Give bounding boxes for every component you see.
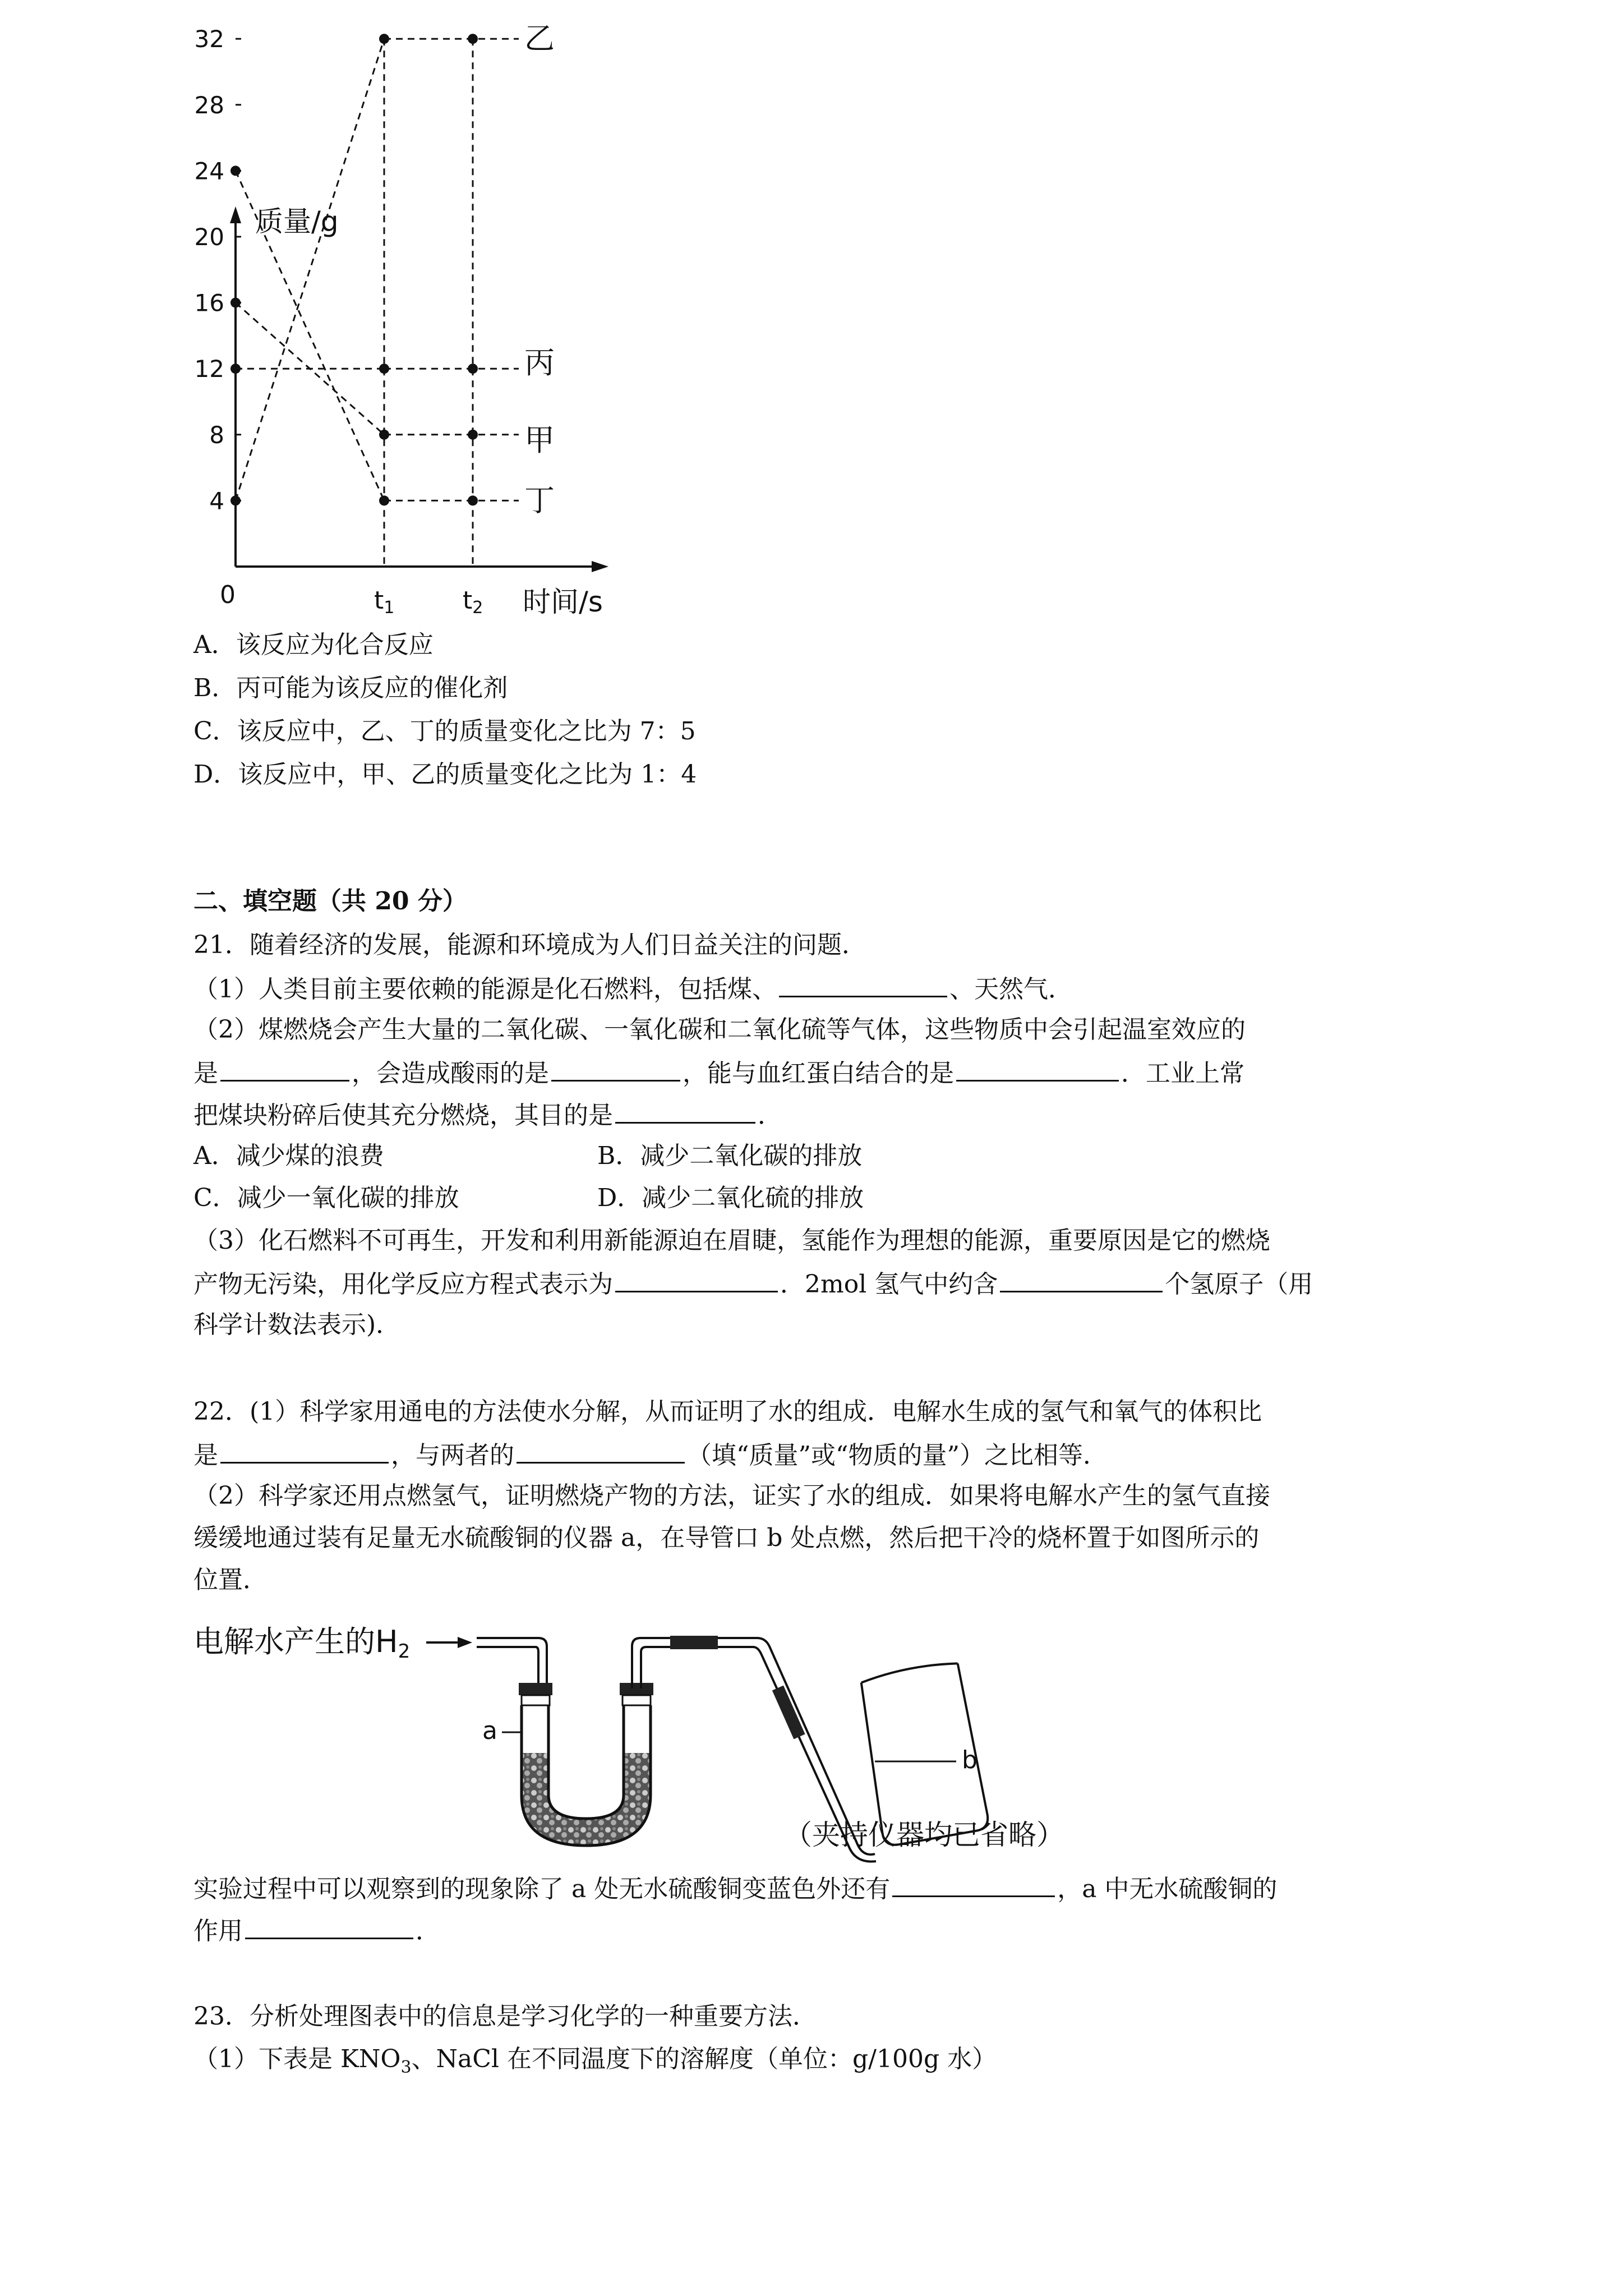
origin-label: 0 xyxy=(220,581,236,609)
y-tick-label-12: 12 xyxy=(194,355,224,383)
q21-p1b: 、天然气． xyxy=(949,975,1073,1004)
q21-p2d: ，能与血红蛋白结合的是 xyxy=(683,1059,954,1088)
figure-caption: （夹持仪器均已省略） xyxy=(784,1819,1064,1851)
q23-p1-subscript: 3 xyxy=(400,2057,412,2077)
q22-p3c: 作用 xyxy=(193,1917,243,1945)
q22-p1d: （填“质量”或“物质的量”）之比相等． xyxy=(687,1441,1108,1470)
x-tick-label-t2: t2 xyxy=(463,586,483,618)
inlet-arrow xyxy=(426,1637,472,1648)
q20-option-c: C．该反应中，乙、丁的质量变化之比为 7：5 xyxy=(193,717,696,746)
label-b: b xyxy=(962,1746,978,1774)
q20-option-d: D．该反应中，甲、乙的质量变化之比为 1：4 xyxy=(193,760,697,789)
q20-option-a: A．该反应为化合反应 xyxy=(193,631,434,659)
q22-p1c: ，与两者的 xyxy=(391,1441,514,1470)
section-2-title: 二、填空题（共 20 分） xyxy=(193,887,467,915)
q21-part3-line3: 科学计数法表示)． xyxy=(193,1310,401,1339)
q21-p2b: 是 xyxy=(193,1059,218,1088)
q23-p1b: 、NaCl 在不同温度下的溶解度（单位：g/100g 水） xyxy=(411,2045,997,2073)
q22-part2-line2: 缓缓地通过装有足量无水硫酸铜的仪器 a，在导管口 b 处点燃，然后把干冷的烧杯置于如图所示的 xyxy=(193,1524,1260,1552)
series-label-1: 丙 xyxy=(524,345,555,381)
q22-part2-line1: （2）科学家还用点燃氢气，证明燃烧产物的方法，证实了水的组成．如果将电解水产生的氢气直接 xyxy=(193,1481,1270,1510)
q21-stem: 21．随着经济的发展，能源和环境成为人们日益关注的问题． xyxy=(193,931,866,959)
label-a: a xyxy=(482,1717,497,1745)
q21-p3b: 产物无污染，用化学反应方程式表示为 xyxy=(193,1270,613,1299)
q23-p1a: （1）下表是 KNO xyxy=(193,2045,401,2073)
y-tick-label-32: 32 xyxy=(194,25,224,53)
q22-part2-line3: 位置． xyxy=(193,1566,268,1594)
q22-p3b: ，a 中无水硫酸铜的 xyxy=(1057,1875,1278,1903)
series-label-3: 丁 xyxy=(524,482,555,518)
y-tick-label-28: 28 xyxy=(194,91,224,119)
q22-part3-line1 xyxy=(193,1871,1277,1906)
q21-p2e: ．工业上常 xyxy=(1121,1059,1244,1088)
q21-p1a: （1）人类目前主要依赖的能源是化石燃料，包括煤、 xyxy=(193,975,777,1004)
q23-part1 xyxy=(193,2042,997,2085)
q22-p1b: 是 xyxy=(193,1441,218,1470)
q21-option-b: B．减少二氧化碳的排放 xyxy=(597,1142,863,1170)
q21-part2-line1: （2）煤燃烧会产生大量的二氧化碳、一氧化碳和二氧化硫等气体，这些物质中会引起温室效应的 xyxy=(193,1015,1246,1044)
q22-blank-3[interactable] xyxy=(892,1871,1055,1897)
q21-p3c: ．2mol 氢气中约含 xyxy=(780,1270,998,1299)
q21-p3d: 个氢原子（用 xyxy=(1165,1270,1313,1299)
q21-option-a: A．减少煤的浪费 xyxy=(193,1142,384,1170)
u-tube-a xyxy=(519,1683,653,1846)
q22-p3a: 实验过程中可以观察到的现象除了 a 处无水硫酸铜变蓝色外还有 xyxy=(193,1875,891,1903)
q21-option-d: D．减少二氧化硫的排放 xyxy=(597,1184,864,1212)
q22-part3-line2 xyxy=(193,1913,440,1948)
y-tick-label-24: 24 xyxy=(194,157,224,185)
q21-option-c: C．减少一氧化碳的排放 xyxy=(193,1184,459,1212)
y-tick-label-8: 8 xyxy=(209,421,224,449)
q21-p2g: ． xyxy=(758,1101,782,1130)
q22-p3d: ． xyxy=(416,1917,440,1945)
inlet-tube xyxy=(477,1638,547,1688)
q23-stem: 23．分析处理图表中的信息是学习化学的一种重要方法． xyxy=(193,2002,817,2031)
y-tick-label-20: 20 xyxy=(194,223,224,251)
q22-blank-4[interactable] xyxy=(245,1913,413,1939)
q21-part3-line1: （3）化石燃料不可再生，开发和利用新能源迫在眉睫，氢能作为理想的能源，重要原因是它的燃烧 xyxy=(193,1226,1270,1255)
q20-option-b: B．丙可能为该反应的催化剂 xyxy=(193,674,508,702)
q21-p2c: ，会造成酸雨的是 xyxy=(352,1059,549,1088)
q22-part1-line1: 22．(1）科学家用通电的方法使水分解，从而证明了水的组成．电解水生成的氢气和氧气的体积比 xyxy=(193,1397,1262,1426)
series-label-2: 甲 xyxy=(524,422,555,458)
y-axis-label: 质量/g xyxy=(255,205,339,238)
x-axis-label: 时间/s xyxy=(523,586,603,618)
h2-source-label: 电解水产生的H2 xyxy=(193,1624,411,1663)
q21-p2f: 把煤块粉碎后使其充分燃烧，其目的是 xyxy=(193,1101,613,1130)
y-tick-label-16: 16 xyxy=(194,289,224,317)
series-label-0: 乙 xyxy=(524,21,555,57)
x-tick-label-t1: t1 xyxy=(374,586,395,618)
y-tick-label-4: 4 xyxy=(209,487,224,515)
